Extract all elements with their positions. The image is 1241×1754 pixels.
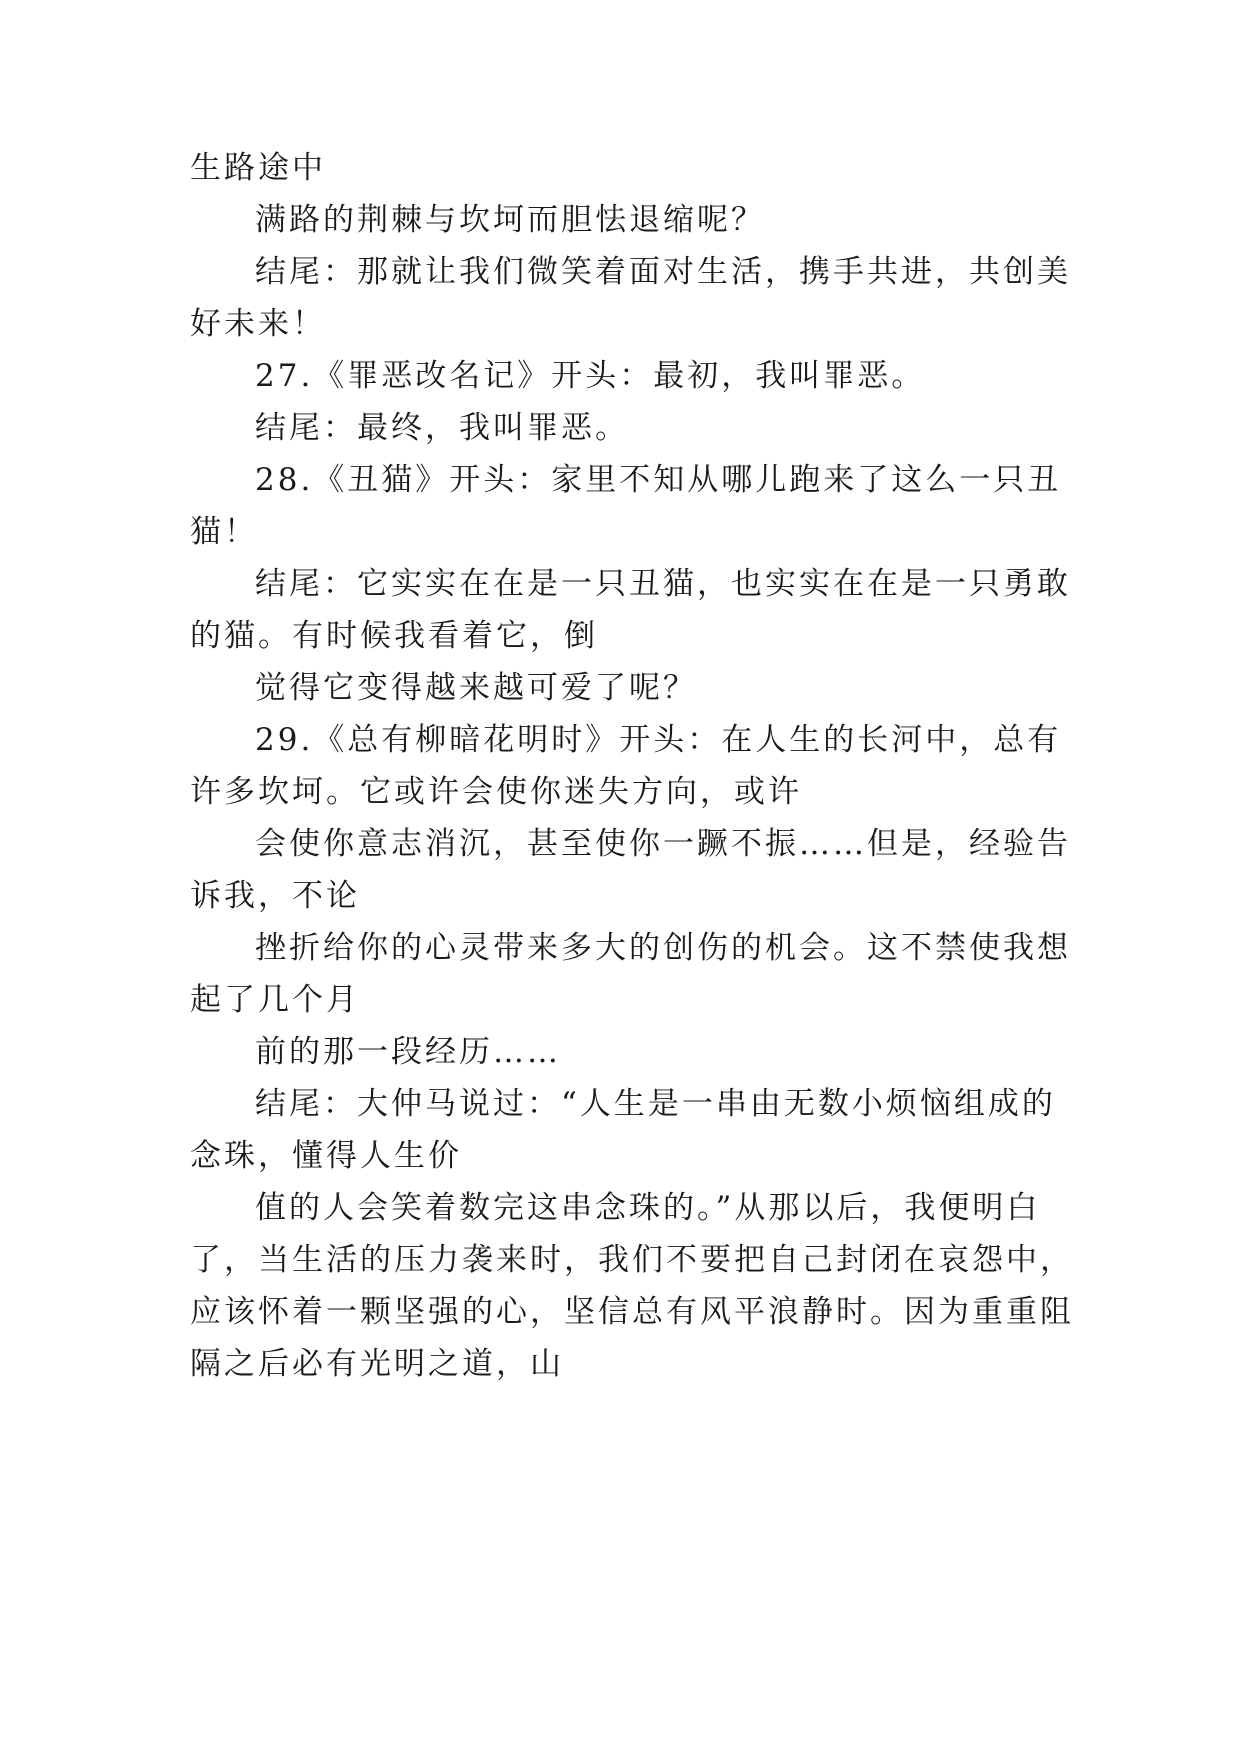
text-line: 应该怀着一颗坚强的心，坚信总有风平浪静时。因为重重阻 <box>190 1294 1074 1330</box>
text-line: 生路途中 <box>190 150 326 186</box>
text-line: 好未来！ <box>190 306 326 342</box>
text-line: 会使你意志消沉，甚至使你一蹶不振……但是，经验告 <box>255 826 1071 862</box>
text-line: 28.《丑猫》开头：家里不知从哪儿跑来了这么一只丑 <box>255 462 1062 498</box>
text-line: 念珠，懂得人生价 <box>190 1138 462 1174</box>
text-line: 满路的荆棘与坎坷而胆怯退缩呢？ <box>255 202 765 238</box>
text-line: 觉得它变得越来越可爱了呢？ <box>255 670 697 706</box>
text-line: 挫折给你的心灵带来多大的创伤的机会。这不禁使我想 <box>255 930 1071 966</box>
text-line: 结尾：那就让我们微笑着面对生活，携手共进，共创美 <box>255 254 1071 290</box>
text-line: 27.《罪恶改名记》开头：最初，我叫罪恶。 <box>255 358 926 394</box>
text-line: 29.《总有柳暗花明时》开头：在人生的长河中，总有 <box>255 722 1062 758</box>
text-line: 隔之后必有光明之道，山 <box>190 1346 564 1382</box>
text-line: 了，当生活的压力袭来时，我们不要把自己封闭在哀怨中， <box>190 1242 1074 1278</box>
text-line: 诉我，不论 <box>190 878 360 914</box>
text-line: 猫！ <box>190 514 258 550</box>
text-line: 前的那一段经历…… <box>255 1034 561 1070</box>
text-line: 许多坎坷。它或许会使你迷失方向，或许 <box>190 774 802 810</box>
text-line: 结尾：大仲马说过：“人生是一串由无数小烦恼组成的 <box>255 1086 1056 1122</box>
text-line: 起了几个月 <box>190 982 360 1018</box>
text-line: 的猫。有时候我看着它，倒 <box>190 618 598 654</box>
text-line: 值的人会笑着数完这串念珠的。”从那以后，我便明白 <box>255 1190 1041 1226</box>
text-line: 结尾：最终，我叫罪恶。 <box>255 410 629 446</box>
text-line: 结尾：它实实在在是一只丑猫，也实实在在是一只勇敢 <box>255 566 1071 602</box>
